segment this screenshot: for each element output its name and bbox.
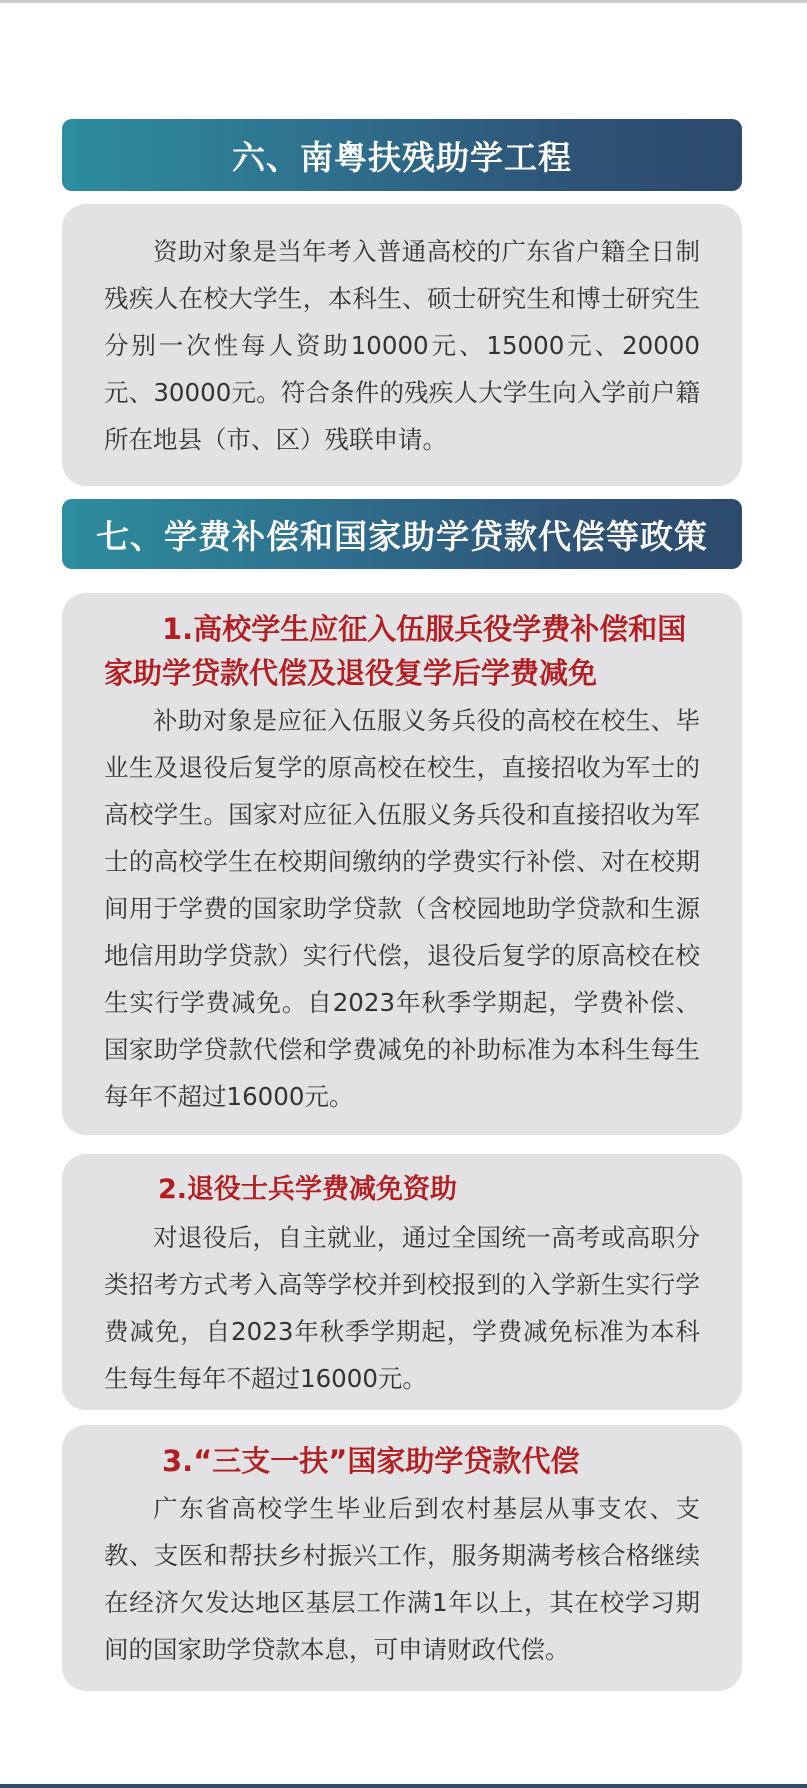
section-6-body: 资助对象是当年考入普通高校的广东省户籍全日制残疾人在校大学生，本科生、硕士研究生和博士研究生分别一次性每人资助10000元、15000元、20000元、30000元。符合条件的残疾人大学生向入学前户籍所在地县（市、区）残联申请。 — [104, 237, 700, 454]
policy-2-body: 对退役后，自主就业，通过全国统一高考或高职分类招考方式考入高等学校并到校报到的入学新生实行学费减免，自2023年秋季学期起，学费减免标准为本科生每生每年不超过16000元。 — [104, 1223, 700, 1393]
policy-3-body: 广东省高校学生毕业后到农村基层从事支农、支教、支医和帮扶乡村振兴工作，服务期满考核合格继续在经济欠发达地区基层工作满1年以上，其在校学习期间的国家助学贷款本息，可申请财政代偿。 — [104, 1494, 700, 1664]
bottom-divider — [0, 1784, 807, 1788]
policy-card-2 — [62, 1154, 742, 1410]
policy-2-heading: 2.退役士兵学费减免资助 — [158, 1174, 458, 1205]
policy-card-1 — [62, 593, 742, 1135]
policy-3-heading: 3.“三支一扶”国家助学贷款代偿 — [162, 1444, 580, 1478]
policy-card-3 — [62, 1425, 742, 1691]
section-6-card — [62, 204, 742, 486]
section-7-banner — [62, 499, 742, 569]
top-divider — [0, 0, 807, 3]
policy-1-heading: 1.高校学生应征入伍服兵役学费补偿和国家助学贷款代偿及退役复学后学费减免 — [104, 612, 687, 690]
section-6-title: 六、南粤扶残助学工程 — [232, 137, 572, 177]
section-7-title: 七、学费补偿和国家助学贷款代偿等政策 — [96, 516, 708, 556]
section-6-banner — [62, 119, 742, 191]
policy-1-body: 补助对象是应征入伍服义务兵役的高校在校生、毕业生及退役后复学的原高校在校生，直接招收为军士的高校学生。国家对应征入伍服义务兵役和直接招收为军士的高校学生在校期间缴纳的学费实行补偿、对在校期间用于学费的国家助学贷款（含校园地助学贷款和生源地信用助学贷款）实行代偿，退役后复学的原高校在校生实行学费减免。自2023年秋季学期起，学费补偿、国家助学贷款代偿和学费减免的补助标准为本科生每生每年不超过16000元。 — [104, 706, 700, 1111]
